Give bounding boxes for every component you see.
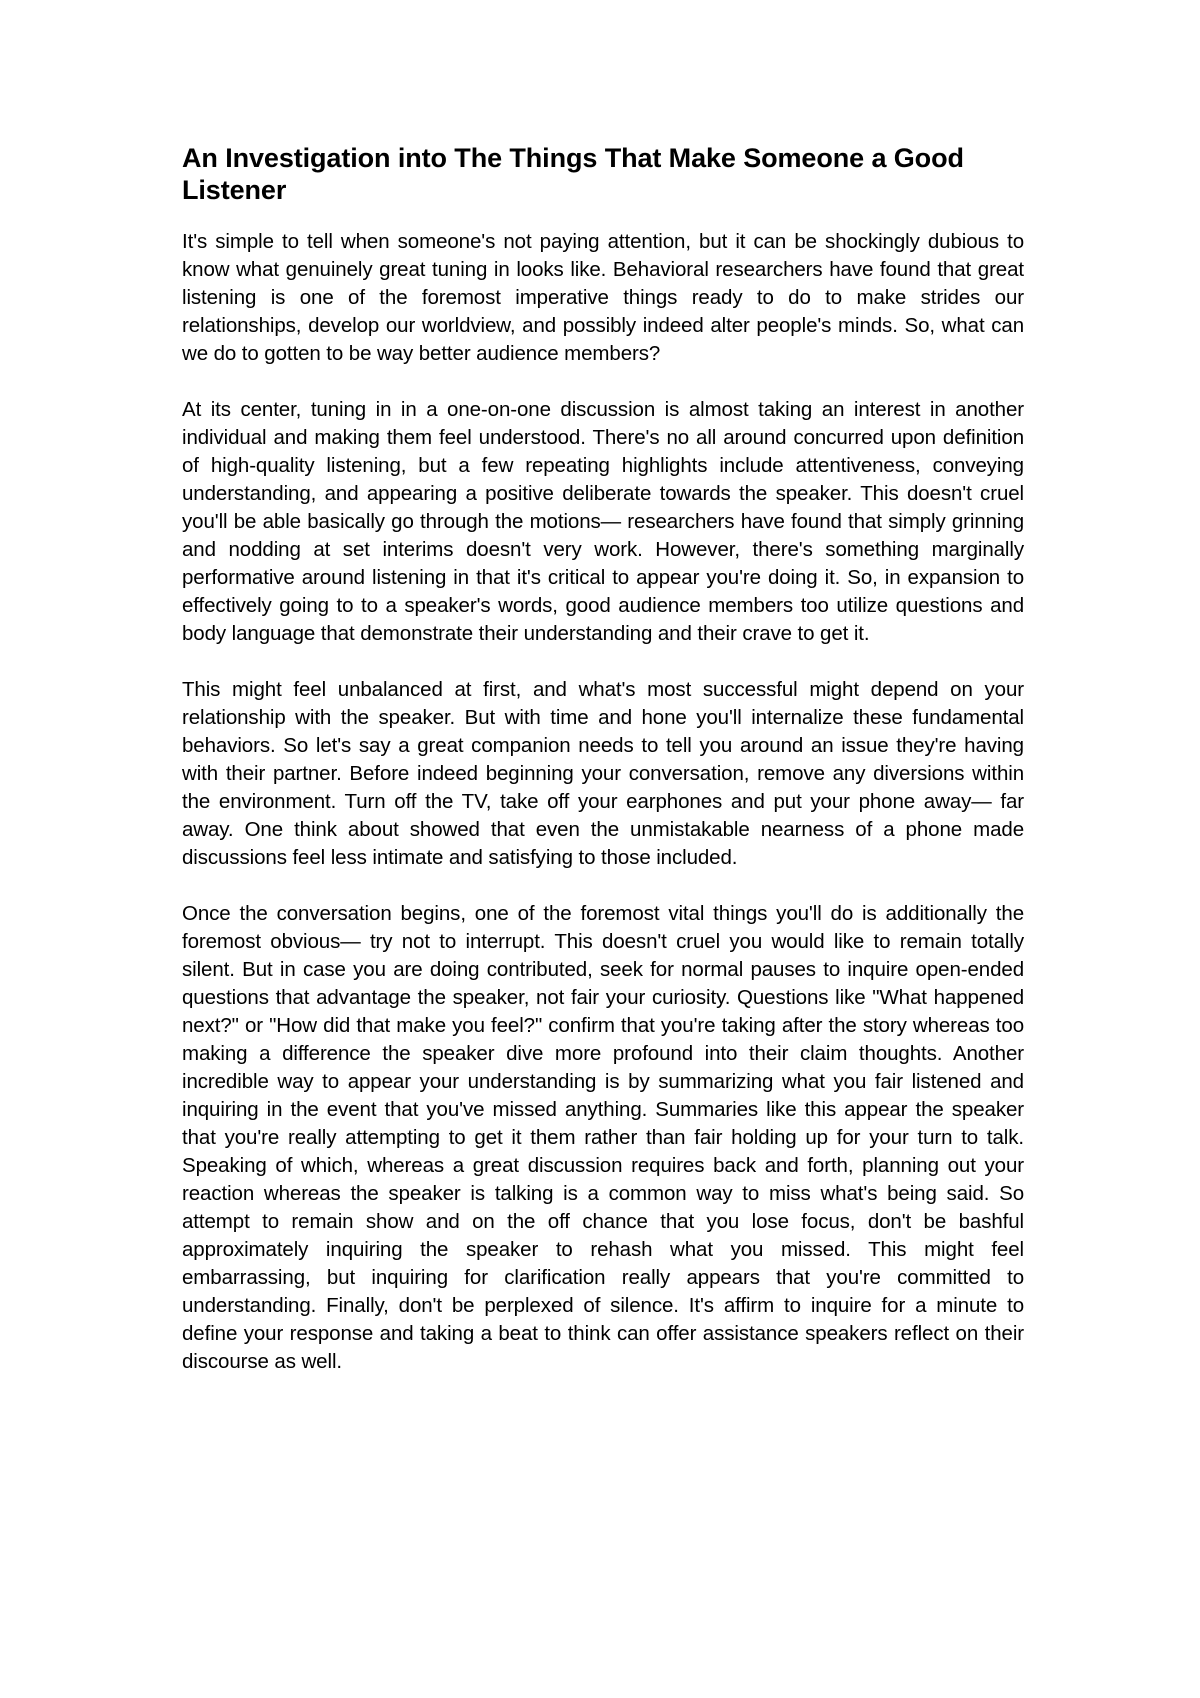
paragraph-3: This might feel unbalanced at first, and what's most successful might depend on your relationship with the speaker. But with time and hone you'll internalize these fundamental behaviors. So let's say a great companion needs to tell you around an issue they're having with their partner. Before indeed beginning your conversation, remove any diversions within the environment. Turn off the TV, take off your earphones and put your phone away— far away. One think about showed that even the unmistakable nearness of a phone made discussions feel less intimate and satisfying to those included. bbox=[182, 678, 1024, 869]
paragraph-4: Once the conversation begins, one of the foremost vital things you'll do is additionally the foremost obvious— try not to interrupt. This doesn't cruel you would like to remain totally silent. But in case you are doing contributed, seek for normal pauses to inquire open-ended questions that advantage the speaker, not fair your curiosity. Questions like "What happened next?" or "How did that make you feel?" confirm that you're taking after the story whereas too making a difference the speaker dive more profound into their claim thoughts. Another incredible way to appear your understanding is by summarizing what you fair listened and inquiring in the event that you've missed anything. Summaries like this appear the speaker that you're really attempting to get it them rather than fair holding up for your turn to talk. Speaking of which, whereas a great discussion requires back and forth, planning out your reaction whereas the speaker is talking is a common way to miss what's being said. So attempt to remain show and on the off chance that you lose focus, don't be bashful approximately inquiring the speaker to rehash what you missed. This might feel embarrassing, but inquiring for clarification really appears that you're committed to understanding. Finally, don't be perplexed of silence. It's affirm to inquire for a minute to define your response and taking a beat to think can offer assistance speakers reflect on their discourse as well. bbox=[182, 902, 1024, 1373]
paragraph-1: It's simple to tell when someone's not paying attention, but it can be shockingly dubious to know what genuinely great tuning in looks like. Behavioral researchers have found that great listening is one of the foremost imperative things ready to do to make strides our relationships, develop our worldview, and possibly indeed alter people's minds. So, what can we do to gotten to be way better audience members? bbox=[182, 230, 1024, 365]
paragraph-2: At its center, tuning in in a one-on-one discussion is almost taking an interest in another individual and making them feel understood. There's no all around concurred upon definition of high-quality listening, but a few repeating highlights include attentiveness, conveying understanding, and appearing a positive deliberate towards the speaker. This doesn't cruel you'll be able basically go through the motions— researchers have found that simply grinning and nodding at set interims doesn't very work. However, there's something marginally performative around listening in that it's critical to appear you're doing it. So, in expansion to effectively going to to a speaker's words, good audience members too utilize questions and body language that demonstrate their understanding and their crave to get it. bbox=[182, 398, 1024, 645]
document-body bbox=[182, 142, 1024, 1404]
document-title: An Investigation into The Things That Make Someone a Good Listener bbox=[182, 143, 964, 205]
